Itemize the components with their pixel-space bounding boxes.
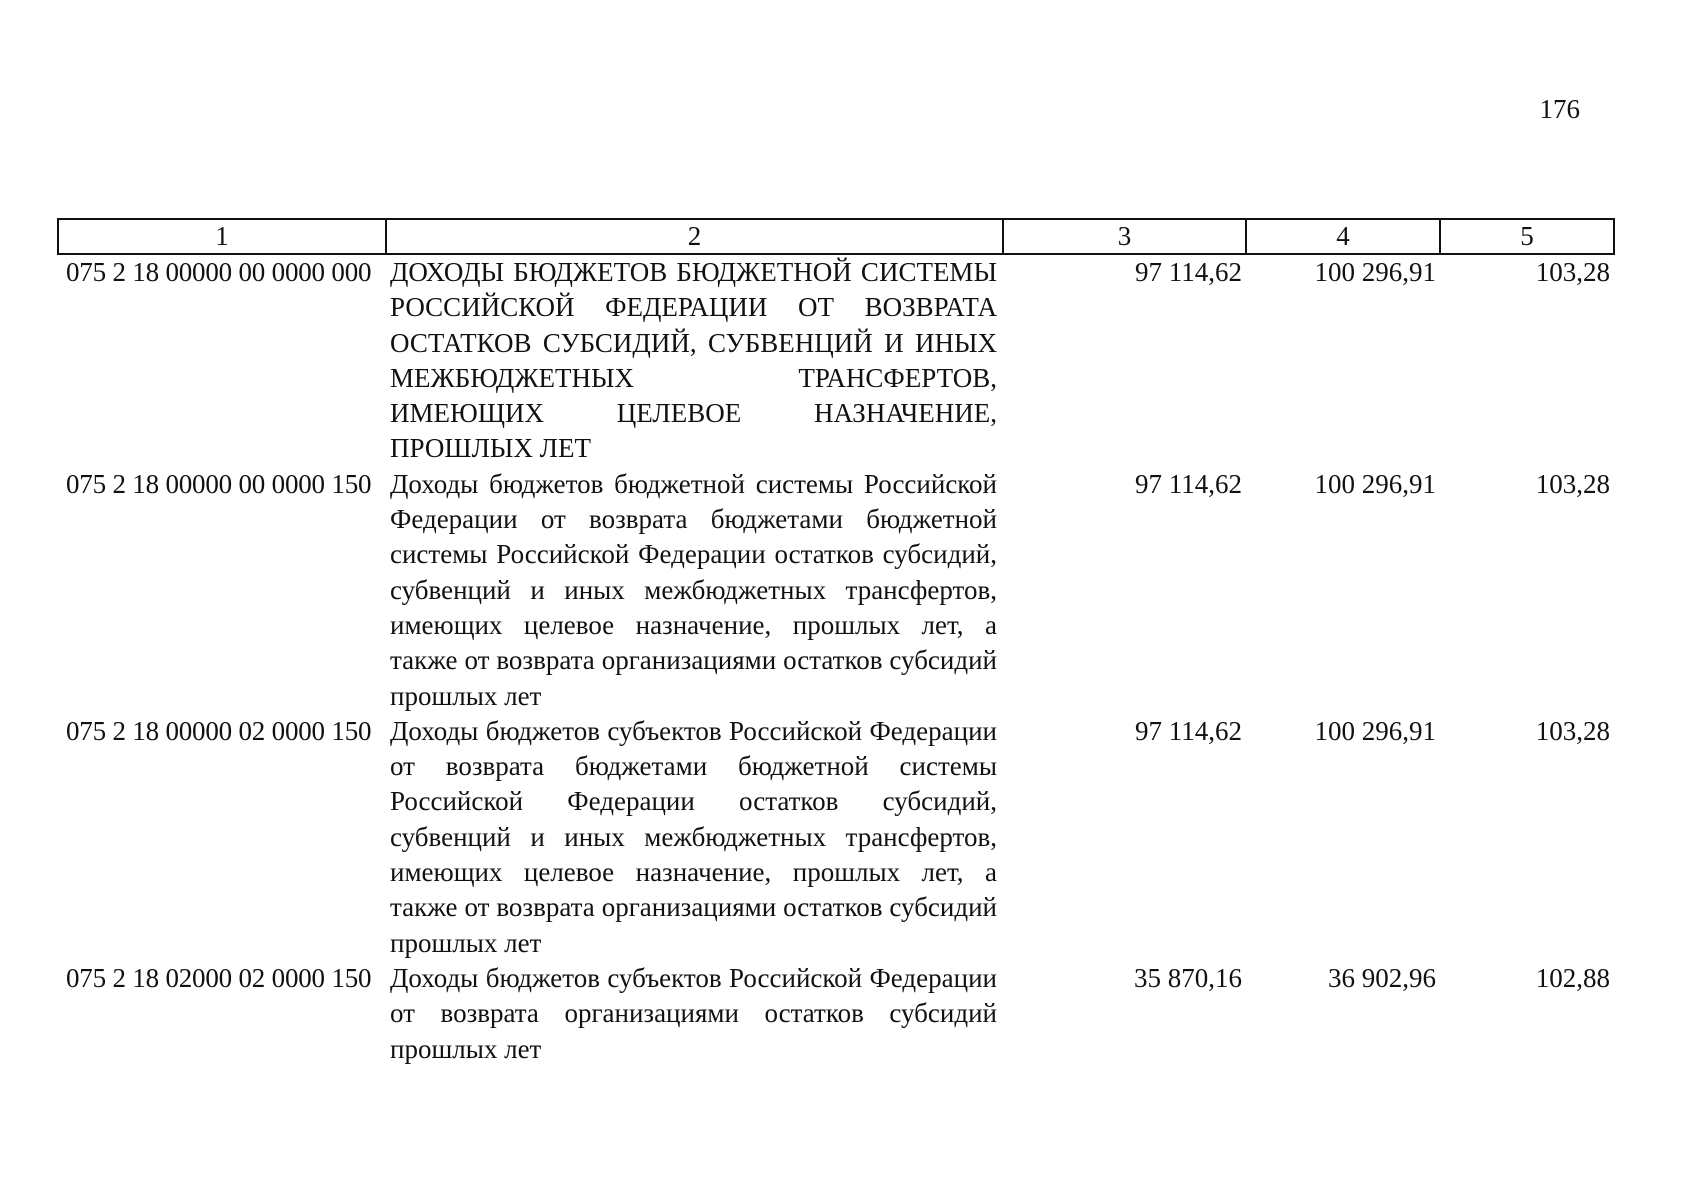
value-col-5: 103,28 [1535, 257, 1610, 287]
value-col-4: 100 296,91 [1314, 715, 1436, 746]
income-description: Доходы бюджетов субъектов Российской Федерации от возврата организациями остатков субсидий прошлых лет [390, 962, 997, 1064]
table-row [58, 467, 1614, 714]
value-col-5: 102,88 [1535, 962, 1610, 993]
table-row [58, 961, 1614, 1067]
page-number: 176 [1539, 94, 1580, 124]
table-header-row [58, 219, 1614, 254]
value-col-3: 97 114,62 [1135, 468, 1242, 499]
header-col-3: 3 [1003, 219, 1246, 254]
income-description: ДОХОДЫ БЮДЖЕТОВ БЮДЖЕТНОЙ СИСТЕМЫ РОССИЙСКОЙ ФЕДЕРАЦИИ ОТ ВОЗВРАТА ОСТАТКОВ СУБСИДИЙ, СУБВЕНЦИЙ И ИНЫХ МЕЖБЮДЖЕТНЫХ ТРАНСФЕРТОВ, ИМЕЮЩИХ ЦЕЛЕВОЕ НАЗНАЧЕНИЕ, ПРОШЛЫХ ЛЕТ [390, 257, 997, 464]
value-col-3: 97 114,62 [1135, 257, 1242, 287]
header-col-5: 5 [1440, 219, 1614, 254]
value-col-5: 103,28 [1535, 468, 1610, 499]
header-col-1: 1 [58, 219, 386, 254]
header-col-4: 4 [1246, 219, 1440, 254]
budget-code: 075 2 18 00000 00 0000 000 [66, 257, 372, 287]
table-row [58, 714, 1614, 961]
budget-income-table [57, 218, 1615, 1067]
value-col-4: 100 296,91 [1314, 257, 1436, 287]
income-description: Доходы бюджетов субъектов Российской Федерации от возврата бюджетами бюджетной системы Российской Федерации остатков субсидий, субвенций и иных межбюджетных трансфертов, имеющих целевое назначение, прошлых лет, а также от возврата организациями остатков субсидий прошлых лет [390, 715, 997, 958]
budget-code: 075 2 18 00000 02 0000 150 [66, 715, 372, 746]
budget-code: 075 2 18 00000 00 0000 150 [66, 468, 372, 499]
header-col-2: 2 [386, 219, 1003, 254]
budget-code: 075 2 18 02000 02 0000 150 [66, 962, 372, 993]
income-description: Доходы бюджетов бюджетной системы Российской Федерации от возврата бюджетами бюджетной системы Российской Федерации остатков субсидий, субвенций и иных межбюджетных трансфертов, имеющих целевое назначение, прошлых лет, а также от возврата организациями остатков субсидий прошлых лет [390, 468, 997, 711]
value-col-5: 103,28 [1535, 715, 1610, 746]
table-row [58, 254, 1614, 467]
value-col-4: 36 902,96 [1328, 962, 1436, 993]
value-col-4: 100 296,91 [1314, 468, 1436, 499]
value-col-3: 97 114,62 [1135, 715, 1242, 746]
value-col-3: 35 870,16 [1134, 962, 1242, 993]
